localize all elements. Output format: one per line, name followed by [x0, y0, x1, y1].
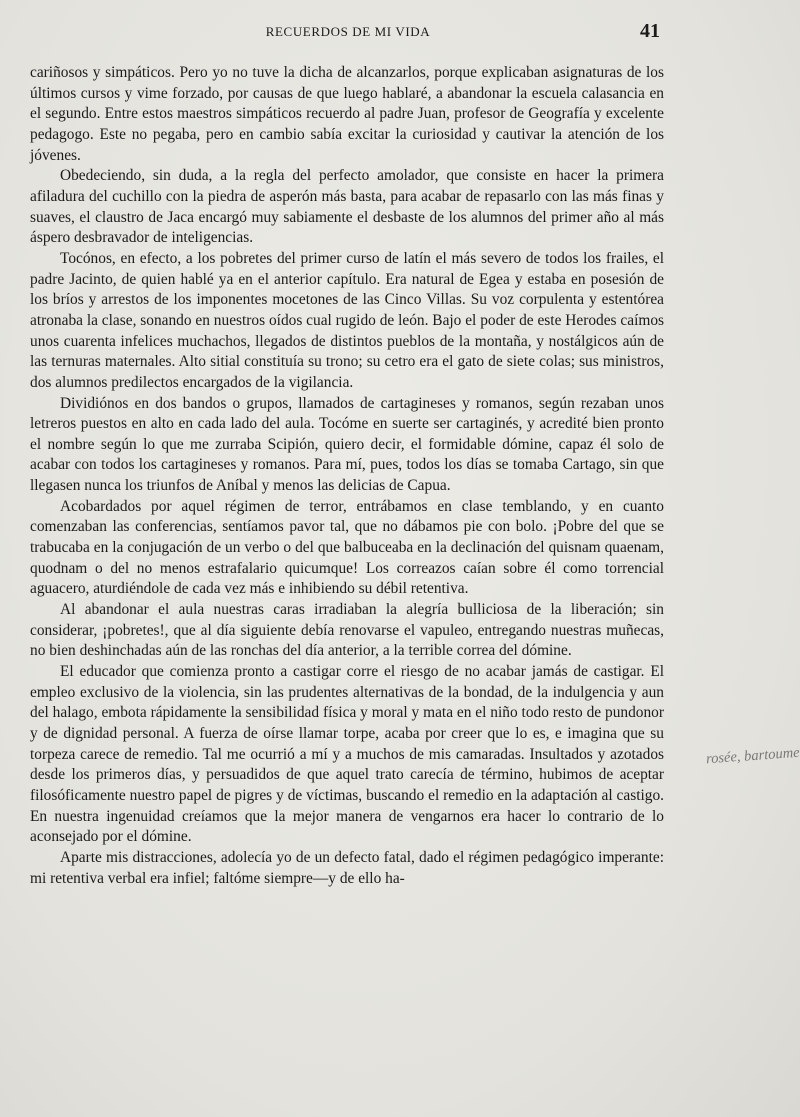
page-number: 41 [640, 20, 660, 42]
paragraph: Aparte mis distracciones, adolecía yo de un defecto fatal, dado el régimen pedagógico imperante: mi retentiva verbal era infiel; faltóme siempre—y de ello ha- [30, 848, 664, 887]
paragraph: El educador que comienza pronto a castigar corre el riesgo de no acabar jamás de castigar. El empleo exclusivo de la violencia, sin las prudentes alternativas de la bondad, de la indulgencia y aun del halago, embota rápidamente la sensibilidad física y moral y mata en el niño todo resto de pundonor y de dignidad personal. A fuerza de oírse llamar torpe, acaba por creer que lo es, e imagina que su torpeza carece de remedio. Tal me ocurrió a mí y a muchos de mis camaradas. Insultados y azotados desde los primeros días, y persuadidos de que aquel trato carecía de término, hubimos de aceptar filosóficamente nuestro papel de pigres y de víctimas, buscando el remedio en la adaptación al castigo. En nuestra ingenuidad creíamos que la mejor manera de vengarnos era hacer lo contrario de lo aconsejado por el dómine. [30, 663, 664, 846]
paragraph: Dividiónos en dos bandos o grupos, llamados de cartagineses y romanos, según rezaban unos letreros puestos en alto en cada lado del aula. Tocóme en suerte ser cartaginés, y acredité bien pronto el nombre según lo que me zurraba Scipión, quiero decir, el formidable dómine, capaz él solo de acabar con todos los cartagineses y romanos. Para mí, pues, todos los días se tomaba Cartago, sin que llegasen nunca los triunfos de Aníbal y menos las delicias de Capua. [30, 394, 664, 495]
running-title: RECUERDOS DE MI VIDA [265, 24, 431, 39]
handwritten-margin-note: rosée, bartoume [705, 744, 800, 768]
paragraph: cariñosos y simpáticos. Pero yo no tuve la dicha de alcanzarlos, porque explicaban asignaturas de los últimos cursos y vime forzado, por causas de que luego hablaré, a abandonar la escuela calasancia en el segundo. Entre estos maestros simpáticos recuerdo al padre Juan, profesor de Geografía y excelente pedagogo. Este no pegaba, pero en cambio sabía excitar la curiosidad y cautivar la atención de los jóvenes. [30, 64, 664, 164]
body-text [30, 63, 664, 889]
paragraph: Acobardados por aquel régimen de terror, entrábamos en clase temblando, y en cuanto comenzaban las conferencias, sentíamos pavor tal, que no dábamos pie con bolo. ¡Pobre del que se trabucaba en la conjugación de un verbo o del que balbuceaba en la declinación del quisnam quaenam, quodnam o del no menos estrafalario quicumque! Los correazos caían sobre él como torrencial aguacero, aturdiéndole de cada vez más e inhibiendo su débil retentiva. [30, 497, 664, 598]
paragraph: Tocónos, en efecto, a los pobretes del primer curso de latín el más severo de todos los frailes, el padre Jacinto, de quien hablé ya en el anterior capítulo. Era natural de Egea y estaba en posesión de los bríos y arrestos de los imponentes mocetones de las Cinco Villas. Su voz corpulenta y estentórea atronaba la clase, sonando en nuestros oídos cual rugido de león. Bajo el poder de este Herodes caímos unos cuarenta infelices muchachos, llegados de distintos pueblos de la montaña, y nostálgicos aún de las ternuras maternales. Alto sitial constituía su trono; su cetro era el gato de siete colas; sus ministros, dos alumnos predilectos encargados de la vigilancia. [30, 249, 664, 391]
paragraph: Obedeciendo, sin duda, a la regla del perfecto amolador, que consiste en hacer la primera afiladura del cuchillo con la piedra de asperón más basta, para acabar de repasarlo con las más finas y suaves, el claustro de Jaca encargó muy sabiamente el desbaste de los alumnos del primer año al más áspero desbravador de inteligencias. [30, 167, 664, 247]
paragraph: Al abandonar el aula nuestras caras irradiaban la alegría bulliciosa de la liberación; sin considerar, ¡pobretes!, que al día siguiente debía renovarse el vapuleo, entregando nuestras muñecas, no bien deshinchadas aún de las ronchas del día anterior, a la terrible correa del dómine. [30, 601, 664, 660]
